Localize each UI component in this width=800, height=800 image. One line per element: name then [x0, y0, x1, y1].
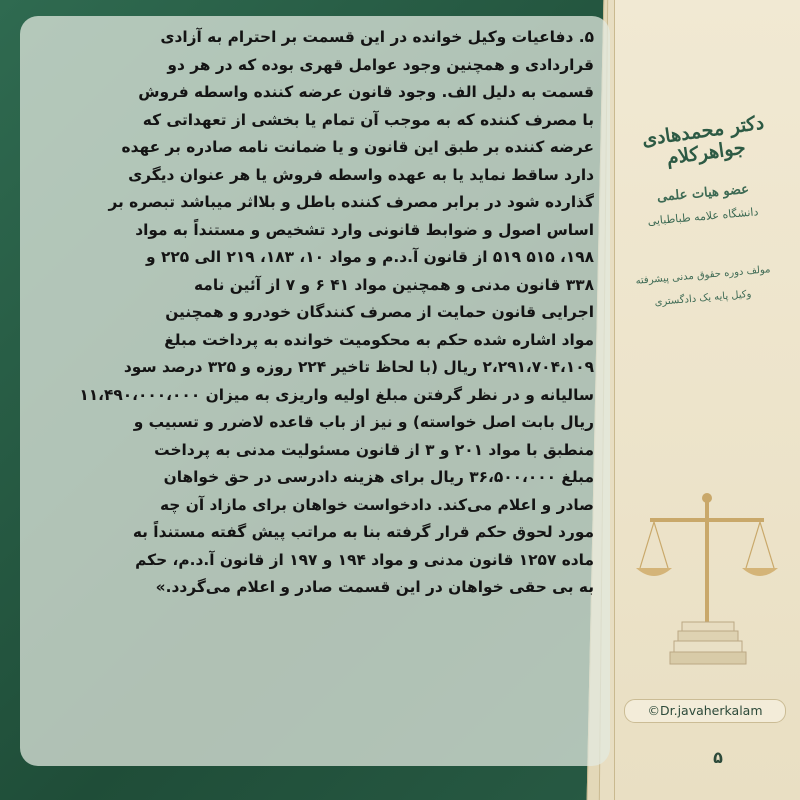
author-credential-2: وکیل پایه یک دادگستری [654, 288, 752, 309]
page-number: ۵ [713, 748, 723, 767]
paragraph-line: مورد لحوق حکم قرار گرفته بنا به مراتب پیش گفته مستنداً به [132, 523, 594, 541]
paragraph-line: با مصرف کننده که به موجب آن تمام یا بخشی از تعهداتی که [142, 110, 594, 129]
paragraph-line: به بی حقی خواهان در این قسمت صادر و اعلام می‌گردد.» [155, 578, 594, 596]
paragraph-line: صادر و اعلام می‌کند. دادخواست خواهان برای مازاد آن چه [159, 495, 594, 514]
paragraph-line: مواد اشاره شده حکم به محکومیت خوانده به پرداخت مبلغ [164, 330, 594, 349]
paragraph-line: ۱۹۸، ۵۱۵ ۵۱۹ از قانون آ.د.م و مواد ۱۰، ۱۸۳، ۲۱۹ الی ۲۲۵ و [146, 248, 594, 266]
paragraph-line: قسمت به دلیل الف. وجود قانون عرضه کننده واسطه فروش [138, 83, 594, 101]
paragraph-line: ۲،۲۹۱،۷۰۴،۱۰۹ ریال (با لحاظ تاخیر ۲۲۴ روزه و ۳۲۵ درصد سود [123, 358, 594, 376]
scales-of-justice-icon [632, 490, 782, 670]
paragraph-line: ریال بابت اصل خواسته) و نیز از باب قاعده لاضرر و تسبیب و [133, 413, 594, 431]
paragraph-line: عرضه کننده بر طبق این قانون و یا ضمانت نامه صادره بر عهده [121, 138, 594, 156]
author-name: دکتر محمدهادی جواهرکلام [640, 111, 766, 170]
author-title: عضو هیات علمی [656, 182, 750, 205]
paragraph-line: مبلغ ۳۶،۵۰۰،۰۰۰ ریال برای هزینه دادرسی در حق خواهان [163, 468, 594, 486]
paragraph-line: ۳۳۸ قانون مدنی و همچنین مواد ۴۱ ۶ و ۷ از آئین نامه [193, 275, 594, 294]
social-handle-label: ©Dr.javaherkalam [624, 699, 786, 723]
author-credential-1: مولف دوره حقوق مدنی پیشرفته [635, 264, 771, 287]
paragraph-line: منطبق با مواد ۲۰۱ و ۳ از قانون مسئولیت مدنی به پرداخت [154, 440, 594, 459]
main-text-card [20, 16, 610, 766]
paragraph-line: ۵. دفاعیات وکیل خوانده در این قسمت بر احترام به آزادی [160, 28, 594, 46]
paper-stack-sidebar [580, 0, 800, 800]
paragraph-line: اجرایی قانون حمایت از مصرف کنندگان خودرو و همچنین [165, 303, 594, 321]
author-university: دانشگاه علامه طباطبایی [647, 205, 759, 228]
paragraph-line: دارد ساقط نماید یا به عهده واسطه فروش یا هر عنوان دیگری [128, 165, 594, 184]
legal-paragraph [36, 24, 594, 602]
paragraph-line: قراردادی و همچنین وجود عوامل قهری بوده که در هر دو [167, 55, 594, 74]
paragraph-line: اساس اصول و ضوابط قانونی وارد تشخیص و مستنداً به مواد [135, 220, 594, 239]
paragraph-line: گذارده شود در برابر مصرف کننده باطل و بلااثر میباشد تبصره بر [108, 193, 594, 211]
paragraph-line: ماده ۱۲۵۷ قانون مدنی و مواد ۱۹۴ و ۱۹۷ از قانون آ.د.م، حکم [135, 550, 594, 569]
paragraph-line: سالیانه و در نظر گرفتن مبلغ اولیه واریزی به میزان ۱۱،۴۹۰،۰۰۰،۰۰۰ [79, 385, 594, 404]
